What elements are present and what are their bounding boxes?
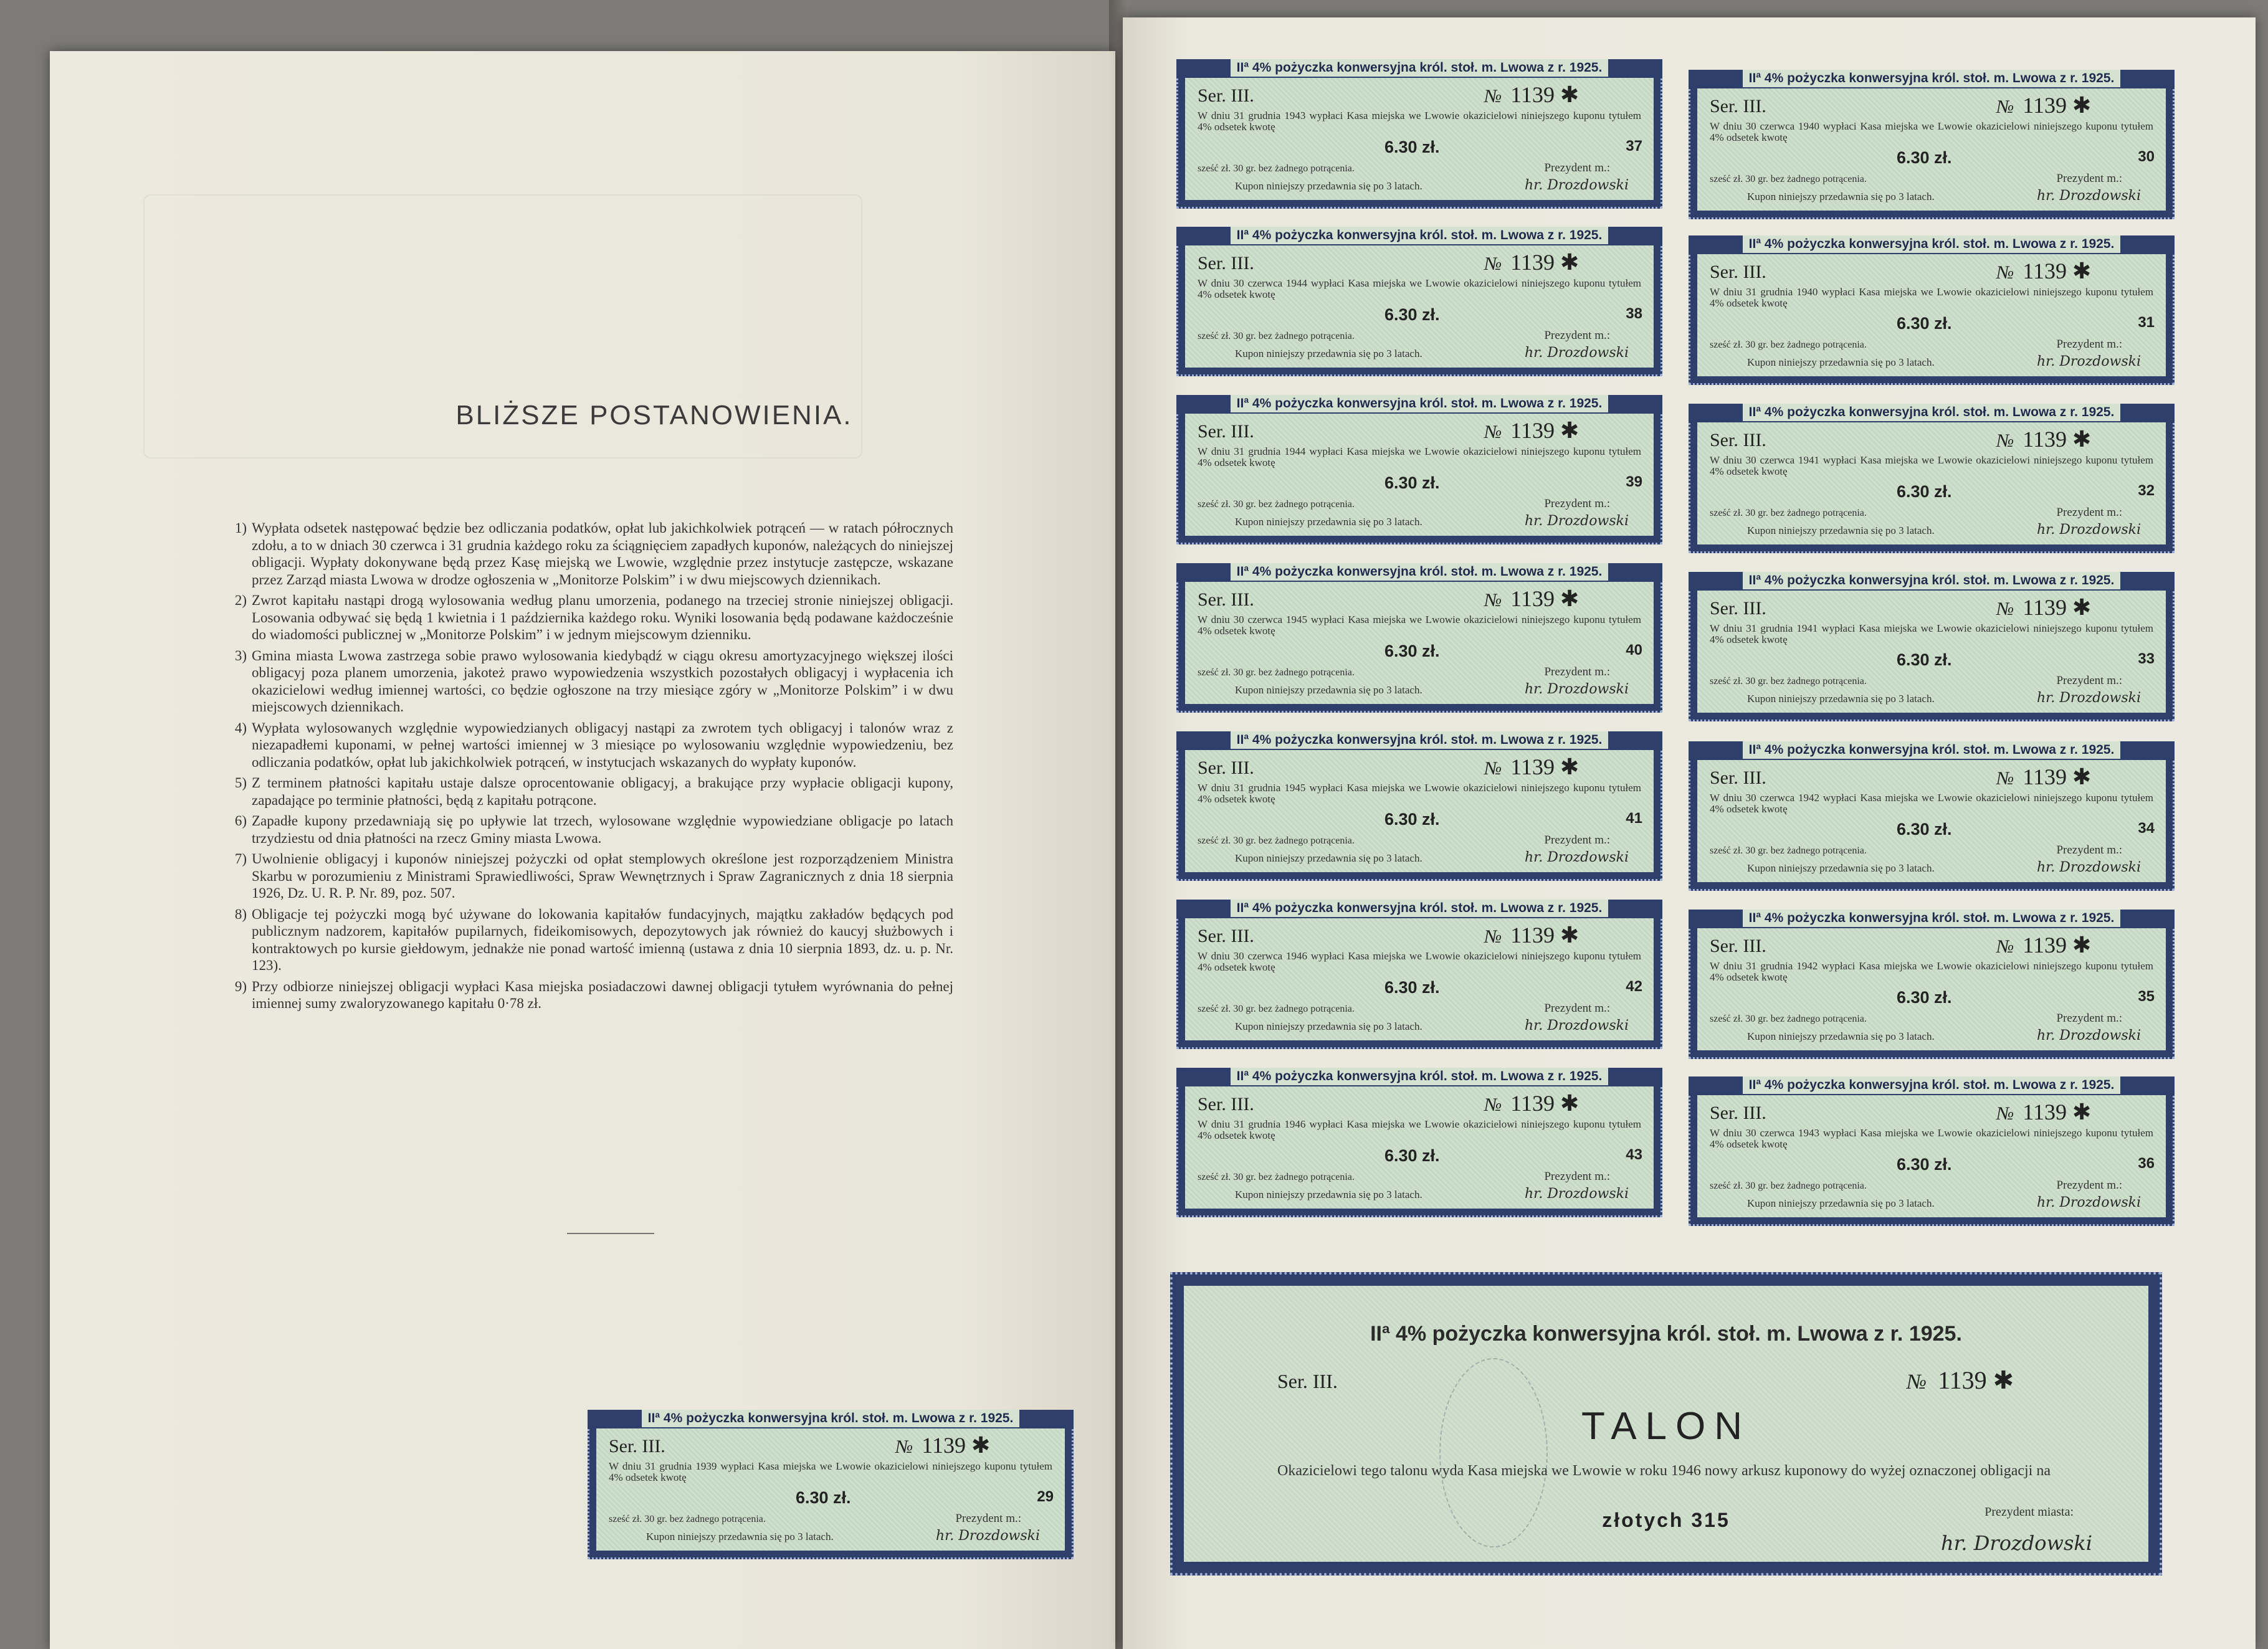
talon-heading: TALON (1581, 1405, 1751, 1448)
coupon-text: W dniu 30 czerwca 1941 wypłaci Kasa miejska we Lwowie okazicielowi niniejszego kuponu tytułem 4% odsetek kwotę (1710, 454, 2153, 477)
divider (567, 1233, 654, 1234)
coupon-president-label: Prezydent m.: (2056, 1012, 2122, 1025)
number-sign: № (1484, 1095, 1502, 1115)
coupon-number-value: 1139 ✱ (1510, 586, 1580, 611)
coupon-number (1484, 417, 1579, 444)
number-sign: № (1996, 936, 2014, 957)
coupon-series: Ser. III. (1198, 758, 1254, 778)
coupon-header-text: IIª 4% pożyczka konwersyjna król. stoł. m. Lwowa z r. 1925. (1231, 1068, 1609, 1085)
coupon-number (1996, 932, 2091, 958)
talon-president-label: Prezydent miasta: (1984, 1505, 2074, 1519)
coupon-signature: hr. Drozdowski (1524, 1186, 1629, 1202)
coupon-text: W dniu 31 grudnia 1941 wypłaci Kasa miejska we Lwowie okazicielowi niniejszego kuponu tytułem 4% odsetek kwotę (1710, 622, 2153, 645)
coupon-header-text: IIª 4% pożyczka konwersyjna król. stoł. m. Lwowa z r. 1925. (1743, 235, 2121, 253)
coupon-expiry: Kupon niniejszy przedawnia się po 3 latach. (1235, 852, 1422, 864)
coupon-index: 40 (1626, 642, 1642, 658)
coupon-expiry: Kupon niniejszy przedawnia się po 3 latach. (646, 1531, 834, 1542)
coupon-text: W dniu 31 grudnia 1943 wypłaci Kasa miejska we Lwowie okazicielowi niniejszego kuponu tytułem 4% odsetek kwotę (1198, 110, 1641, 133)
coupon-index: 30 (2138, 148, 2155, 165)
term-number: 9) (234, 978, 247, 994)
coupon-header (1689, 741, 2175, 760)
coupon-number (1996, 258, 2091, 284)
coupon-series: Ser. III. (1710, 1103, 1766, 1123)
coupon-signature: hr. Drozdowski (1524, 178, 1629, 193)
number-sign: № (1996, 1103, 2014, 1124)
term-item (218, 850, 953, 902)
coupon (1176, 1068, 1662, 1217)
coupon (1689, 235, 2175, 385)
coupon-amount: 6.30 zł. (1384, 473, 1440, 492)
coupon-amount-words: sześć zł. 30 gr. bez żadnego potrącenia. (1198, 1004, 1355, 1014)
coupon-index: 35 (2138, 988, 2155, 1005)
coupon-amount-words: sześć zł. 30 gr. bez żadnego potrącenia. (1710, 1181, 1867, 1191)
coupon-amount-words: sześć zł. 30 gr. bez żadnego potrącenia. (609, 1514, 766, 1524)
coupon-number-value: 1139 ✱ (1510, 754, 1580, 779)
coupon-number (895, 1432, 990, 1458)
talon-number (1907, 1366, 2014, 1395)
term-text: Zapadłe kupony przedawniają się po upływie lat trzech, wylosowane względnie wypowiedziane obligacje po latach trzydziestu od dnia płatności na rzecz Gminy miasta Lwowa. (252, 813, 953, 846)
coupon-amount: 6.30 zł. (1384, 138, 1440, 156)
coupon-expiry: Kupon niniejszy przedawnia się po 3 latach. (1235, 180, 1422, 192)
coupon-president-label: Prezydent m.: (1544, 665, 1610, 678)
coupon-header-text: IIª 4% pożyczka konwersyjna król. stoł. m. Lwowa z r. 1925. (1743, 572, 2121, 589)
coupon-president-label: Prezydent m.: (1544, 1170, 1610, 1183)
coupon-index: 33 (2138, 650, 2155, 667)
coupon-number (1484, 586, 1579, 612)
coupon-header-text: IIª 4% pożyczka konwersyjna król. stoł. m. Lwowa z r. 1925. (1231, 563, 1609, 581)
coupon-text: W dniu 30 czerwca 1944 wypłaci Kasa miejska we Lwowie okazicielowi niniejszego kuponu tytułem 4% odsetek kwotę (1198, 277, 1641, 300)
coupon-number (1484, 249, 1579, 275)
coupon-expiry: Kupon niniejszy przedawnia się po 3 latach. (1235, 684, 1422, 696)
coupon-series: Ser. III. (1198, 589, 1254, 610)
coupon-president-label: Prezydent m.: (2056, 844, 2122, 857)
term-number: 4) (234, 720, 247, 736)
coupon-series: Ser. III. (1198, 253, 1254, 273)
talon-text: Okazicielowi tego talonu wyda Kasa miejska we Lwowie w roku 1946 nowy arkusz kuponowy do wyżej oznaczonej obligacji na (1277, 1463, 2051, 1479)
coupon-header (1689, 235, 2175, 254)
coupon (1689, 70, 2175, 219)
coupon-header-text: IIª 4% pożyczka konwersyjna król. stoł. m. Lwowa z r. 1925. (1231, 227, 1609, 244)
coupon-index: 39 (1626, 473, 1642, 490)
coupon-header-text: IIª 4% pożyczka konwersyjna król. stoł. m. Lwowa z r. 1925. (1743, 910, 2121, 927)
coupon-amount-words: sześć zł. 30 gr. bez żadnego potrącenia. (1710, 174, 1867, 184)
number-sign: № (1907, 1371, 1927, 1394)
term-text: Przy odbiorze niniejszej obligacji wypłaci Kasa miejska posiadaczowi dawnej obligacji tytułem wyrównania do pełnej imiennej sumy zwaloryzowanego kapitału 0·78 zł. (252, 978, 953, 1011)
number-sign: № (895, 1437, 913, 1457)
coupon-header-text: IIª 4% pożyczka konwersyjna król. stoł. m. Lwowa z r. 1925. (1743, 404, 2121, 421)
coupon-series: Ser. III. (1710, 262, 1766, 282)
coupon-signature: hr. Drozdowski (2036, 1028, 2141, 1043)
coupon-number (1996, 426, 2091, 452)
coupon-number (1484, 922, 1579, 948)
coupon-header (1689, 1076, 2175, 1095)
coupon-header (1176, 395, 1662, 414)
coupon-president-label: Prezydent m.: (2056, 674, 2122, 687)
coupon-amount-words: sześć zł. 30 gr. bez żadnego potrącenia. (1710, 340, 1867, 350)
coupon-signature: hr. Drozdowski (2036, 354, 2141, 369)
coupon-header (1689, 910, 2175, 928)
term-item (218, 812, 953, 847)
number-sign: № (1484, 926, 1502, 947)
coupon-signature: hr. Drozdowski (1524, 1018, 1629, 1034)
coupon-amount: 6.30 zł. (1384, 1146, 1440, 1165)
coupon-amount-words: sześć zł. 30 gr. bez żadnego potrącenia. (1198, 1172, 1355, 1182)
term-item (218, 774, 953, 809)
coupon-index: 37 (1626, 138, 1642, 154)
coupon-president-label: Prezydent m.: (2056, 506, 2122, 519)
coupon-number-value: 1139 ✱ (1510, 1091, 1580, 1116)
coupon (588, 1410, 1074, 1559)
coupon-amount: 6.30 zł. (1897, 148, 1952, 167)
coupon-expiry: Kupon niniejszy przedawnia się po 3 latach. (1235, 1189, 1422, 1200)
coupon-number (1484, 82, 1579, 108)
terms-list (218, 520, 953, 1016)
coupon-index: 43 (1626, 1146, 1642, 1163)
coupon-text: W dniu 31 grudnia 1944 wypłaci Kasa miejska we Lwowie okazicielowi niniejszego kuponu tytułem 4% odsetek kwotę (1198, 445, 1641, 468)
coupon-expiry: Kupon niniejszy przedawnia się po 3 latach. (1747, 525, 1935, 536)
coupon-number (1996, 764, 2091, 790)
section-title: BLIŻSZE POSTANOWIENIA. (455, 400, 853, 430)
coupon-number (1996, 92, 2091, 118)
term-item (218, 906, 953, 974)
coupon (1176, 563, 1662, 713)
coupon-amount: 6.30 zł. (1384, 810, 1440, 829)
coupon-expiry: Kupon niniejszy przedawnia się po 3 latach. (1747, 862, 1935, 874)
coupon-text: W dniu 31 grudnia 1946 wypłaci Kasa miejska we Lwowie okazicielowi niniejszego kuponu tytułem 4% odsetek kwotę (1198, 1118, 1641, 1141)
coupon-text: W dniu 30 czerwca 1945 wypłaci Kasa miejska we Lwowie okazicielowi niniejszego kuponu tytułem 4% odsetek kwotę (1198, 614, 1641, 637)
coupon-series: Ser. III. (1710, 767, 1766, 788)
coupon-header (588, 1410, 1074, 1428)
coupon-president-label: Prezydent m.: (1544, 497, 1610, 510)
coupon-amount: 6.30 zł. (1897, 1155, 1952, 1174)
talon-title: IIª 4% pożyczka konwersyjna król. stoł. m. Lwowa z r. 1925. (1370, 1322, 1962, 1346)
coupon-president-label: Prezydent m.: (1544, 1002, 1610, 1015)
term-number: 3) (234, 647, 247, 663)
coupon-series: Ser. III. (1710, 96, 1766, 116)
coupon (1689, 741, 2175, 891)
coupon-expiry: Kupon niniejszy przedawnia się po 3 latach. (1747, 1197, 1935, 1209)
coupon-header-text: IIª 4% pożyczka konwersyjna król. stoł. m. Lwowa z r. 1925. (1231, 59, 1609, 77)
coupon-index: 42 (1626, 978, 1642, 995)
coupon-index: 32 (2138, 482, 2155, 499)
coupon (1689, 404, 2175, 553)
coupon-amount-words: sześć zł. 30 gr. bez żadnego potrącenia. (1710, 508, 1867, 518)
coupon-signature: hr. Drozdowski (2036, 522, 2141, 538)
coupon-header (1689, 404, 2175, 422)
coupon-president-label: Prezydent m.: (955, 1512, 1021, 1525)
coupon-expiry: Kupon niniejszy przedawnia się po 3 latach. (1747, 356, 1935, 368)
coupon-amount: 6.30 zł. (796, 1488, 851, 1507)
term-text: Zwrot kapitału nastąpi drogą wylosowania według planu umorzenia, podanego na trzeciej stronie niniejszej obligacji. Losowania odbywać się będą 1 kwietnia i 1 października każdego roku. Wyniki losowania będą podawane każdocześnie do wiadomości publicznej w „Monitorze Polskim” i w jednym miejscowym dzienniku. (252, 592, 953, 642)
number-sign: № (1996, 97, 2014, 117)
coupon (1176, 227, 1662, 376)
coupon-amount: 6.30 zł. (1897, 650, 1952, 669)
coupon-index: 34 (2138, 820, 2155, 837)
coupon-header (1176, 59, 1662, 78)
coupon (1176, 59, 1662, 209)
coupon-number-value: 1139 ✱ (1510, 923, 1580, 948)
number-sign: № (1484, 758, 1502, 779)
coupon-signature: hr. Drozdowski (1524, 850, 1629, 865)
coupon-amount-words: sześć zł. 30 gr. bez żadnego potrącenia. (1710, 1014, 1867, 1024)
coupon-amount-words: sześć zł. 30 gr. bez żadnego potrącenia. (1198, 667, 1355, 678)
coupon-amount: 6.30 zł. (1897, 988, 1952, 1007)
coupon-number-value: 1139 ✱ (2023, 764, 2092, 789)
coupon-series: Ser. III. (1710, 430, 1766, 450)
number-sign: № (1996, 262, 2014, 283)
coupon-text: W dniu 31 grudnia 1942 wypłaci Kasa miejska we Lwowie okazicielowi niniejszego kuponu tytułem 4% odsetek kwotę (1710, 960, 2153, 983)
coupon-header (1176, 900, 1662, 918)
coupon-signature: hr. Drozdowski (2036, 690, 2141, 706)
coupon-number-value: 1139 ✱ (1510, 82, 1580, 107)
coupon-expiry: Kupon niniejszy przedawnia się po 3 latach. (1747, 693, 1935, 705)
coupon-number-value: 1139 ✱ (1510, 418, 1580, 443)
coupon-header (1176, 227, 1662, 245)
coupon-text: W dniu 30 czerwca 1946 wypłaci Kasa miejska we Lwowie okazicielowi niniejszego kuponu tytułem 4% odsetek kwotę (1198, 950, 1641, 973)
coupon-number-value: 1139 ✱ (2023, 595, 2092, 620)
coupon-amount-words: sześć zł. 30 gr. bez żadnego potrącenia. (1198, 163, 1355, 174)
number-sign: № (1484, 590, 1502, 611)
coupon-expiry: Kupon niniejszy przedawnia się po 3 latach. (1235, 348, 1422, 359)
coupon-signature: hr. Drozdowski (2036, 188, 2141, 204)
coupon-series: Ser. III. (1198, 421, 1254, 442)
coupon-number (1484, 754, 1579, 780)
number-sign: № (1484, 422, 1502, 442)
coupon-header (1176, 563, 1662, 582)
coupon-header-text: IIª 4% pożyczka konwersyjna król. stoł. m. Lwowa z r. 1925. (642, 1410, 1020, 1427)
talon-number-value: 1139 ✱ (1938, 1366, 2014, 1394)
term-item (218, 647, 953, 716)
number-sign: № (1996, 768, 2014, 789)
coupon-amount: 6.30 zł. (1897, 482, 1952, 501)
coupon-signature: hr. Drozdowski (935, 1528, 1040, 1544)
coupon-number-value: 1139 ✱ (2023, 1100, 2092, 1124)
coupon-number-value: 1139 ✱ (922, 1433, 991, 1458)
coupon-series: Ser. III. (1710, 936, 1766, 956)
talon-amount: złotych 315 (1602, 1509, 1730, 1531)
coupon-text: W dniu 31 grudnia 1939 wypłaci Kasa miejska we Lwowie okazicielowi niniejszego kuponu tytułem 4% odsetek kwotę (609, 1460, 1052, 1483)
term-text: Wypłata wylosowanych względnie wypowiedzianych obligacyj nastąpi za zwrotem tych obligacyj i talonów wraz z niezapadłemi kuponami, w pełnej wartości imiennej w 3 miesiące po wylosowaniu względnie wypowiedzeniu, bez odliczania podatków, opłat lub jakichkolwiek potrąceń, w instytucjach wskazanych do wypłaty kuponów. (252, 720, 953, 770)
term-number: 2) (234, 592, 247, 608)
coupon (1689, 1076, 2175, 1226)
number-sign: № (1996, 599, 2014, 619)
coupon-header (1689, 572, 2175, 591)
term-item (218, 592, 953, 644)
coupon-signature: hr. Drozdowski (1524, 345, 1629, 361)
coupon-number-value: 1139 ✱ (2023, 427, 2092, 452)
coupon-index: 29 (1037, 1488, 1054, 1505)
coupon-amount-words: sześć zł. 30 gr. bez żadnego potrącenia. (1198, 499, 1355, 510)
number-sign: № (1484, 254, 1502, 274)
term-text: Gmina miasta Lwowa zastrzega sobie prawo wylosowania kiedybądź w ciągu okresu amortyzacyjnego większej ilości obligacyj poza planem umorzenia, jakoteż prawo wypowiedzenia wszystkich pozostałych obligacyj i wypłacenia ich okazicielowi według imiennej wartości, co będzie ogłoszone na trzy miesiące zgóry w „Monitorze Polskim” i w dwu miejscowych dziennikach. (252, 647, 953, 715)
term-item (218, 520, 953, 588)
coupon-number (1996, 1099, 2091, 1125)
coupon-text: W dniu 31 grudnia 1940 wypłaci Kasa miejska we Lwowie okazicielowi niniejszego kuponu tytułem 4% odsetek kwotę (1710, 286, 2153, 309)
coupon-text: W dniu 31 grudnia 1945 wypłaci Kasa miejska we Lwowie okazicielowi niniejszego kuponu tytułem 4% odsetek kwotę (1198, 782, 1641, 805)
term-number: 8) (234, 906, 247, 922)
coupon-number-value: 1139 ✱ (2023, 259, 2092, 283)
coupon-amount-words: sześć zł. 30 gr. bez żadnego potrącenia. (1198, 835, 1355, 846)
term-text: Z terminem płatności kapitału ustaje dalsze oprocentowanie obligacyj, a brakujące przy wypłacie obligacji kupony, zapadające po terminie płatności, będą z kapitału potrącone. (252, 775, 953, 808)
coupon-expiry: Kupon niniejszy przedawnia się po 3 latach. (1747, 1030, 1935, 1042)
coupon-president-label: Prezydent m.: (2056, 172, 2122, 185)
number-sign: № (1996, 430, 2014, 451)
coupon-index: 41 (1626, 810, 1642, 827)
talon (1170, 1272, 2162, 1575)
coupon-number-value: 1139 ✱ (1510, 250, 1580, 275)
coupon-signature: hr. Drozdowski (2036, 1195, 2141, 1210)
coupon-index: 36 (2138, 1155, 2155, 1172)
coupon-header (1689, 70, 2175, 88)
coupon-president-label: Prezydent m.: (1544, 329, 1610, 342)
coupon-number (1484, 1090, 1579, 1116)
coupon-amount-words: sześć zł. 30 gr. bez żadnego potrącenia. (1710, 845, 1867, 856)
coupon-number-value: 1139 ✱ (2023, 933, 2092, 958)
coupon-text: W dniu 30 czerwca 1942 wypłaci Kasa miejska we Lwowie okazicielowi niniejszego kuponu tytułem 4% odsetek kwotę (1710, 792, 2153, 815)
talon-signature: hr. Drozdowski (1941, 1531, 2092, 1555)
coupon-expiry: Kupon niniejszy przedawnia się po 3 latach. (1747, 191, 1935, 202)
term-text: Wypłata odsetek następować będzie bez odliczania podatków, opłat lub jakichkolwiek potrąceń — w ratach półrocznych zdołu, a to w dniach 30 czerwca i 31 grudnia każdego roku za ściągnięciem zapadłych kuponów, należących do niniejszej obligacji. Wypłaty dokonywane będą przez Kasę miejską we Lwowie, względnie przez instytucje zastępcze, wskazane przez Zarząd miasta Lwowa w drodze ogłoszenia w „Monitorze Polskim” i w dwu miejscowych dziennikach. (252, 520, 953, 587)
coupon-series: Ser. III. (1710, 598, 1766, 619)
coupon-amount-words: sześć zł. 30 gr. bez żadnego potrącenia. (1710, 676, 1867, 687)
term-text: Obligacje tej pożyczki mogą być używane do lokowania kapitałów fundacyjnych, majątku zakładów będących pod publicznym nadzorem, kapitałów pupilarnych, fideikomisowych, depozytowych jak również do kaucyj służbowych i kontraktowych po kursie giełdowym, jednakże nie ponad wartość imienną (ustawa z dnia 10 sierpnia 1893, dz. u. p. Nr. 123). (252, 906, 953, 973)
coupon-index: 38 (1626, 305, 1642, 322)
coupon-header (1176, 1068, 1662, 1086)
coupon-amount: 6.30 zł. (1384, 305, 1440, 324)
term-number: 1) (234, 520, 247, 536)
coupon-signature: hr. Drozdowski (1524, 682, 1629, 697)
coupon-signature: hr. Drozdowski (1524, 513, 1629, 529)
term-number: 6) (234, 813, 247, 829)
coupon-header-text: IIª 4% pożyczka konwersyjna król. stoł. m. Lwowa z r. 1925. (1743, 741, 2121, 759)
term-text: Uwolnienie obligacyj i kuponów niniejszej pożyczki od opłat stemplowych określone jest rozporządzeniem Ministra Skarbu w porozumieniu z Ministrami Sprawiedliwości, Spraw Wewnętrznych i Spraw Zagranicznych z dnia 18 sierpnia 1926, Dz. U. R. P. Nr. 89, poz. 507. (252, 851, 953, 901)
coupon-president-label: Prezydent m.: (1544, 161, 1610, 174)
coupon-president-label: Prezydent m.: (2056, 338, 2122, 351)
coupon-header-text: IIª 4% pożyczka konwersyjna król. stoł. m. Lwowa z r. 1925. (1743, 70, 2121, 87)
coupon-series: Ser. III. (1198, 926, 1254, 946)
term-number: 7) (234, 851, 247, 867)
coupon-amount-words: sześć zł. 30 gr. bez żadnego potrącenia. (1198, 331, 1355, 341)
term-item (218, 720, 953, 771)
coupon-amount: 6.30 zł. (1384, 978, 1440, 997)
coupon-expiry: Kupon niniejszy przedawnia się po 3 latach. (1235, 1020, 1422, 1032)
term-item (218, 978, 953, 1012)
coupon-expiry: Kupon niniejszy przedawnia się po 3 latach. (1235, 516, 1422, 528)
coupon-series: Ser. III. (609, 1436, 665, 1457)
coupon-president-label: Prezydent m.: (1544, 834, 1610, 847)
coupon-header (1176, 731, 1662, 750)
coupon-number-value: 1139 ✱ (2023, 93, 2092, 118)
coupon (1176, 731, 1662, 881)
coupon (1176, 395, 1662, 544)
coupon-amount: 6.30 zł. (1897, 314, 1952, 333)
coupon-president-label: Prezydent m.: (2056, 1179, 2122, 1192)
coupon-header-text: IIª 4% pożyczka konwersyjna król. stoł. m. Lwowa z r. 1925. (1743, 1076, 2121, 1094)
coupon-amount: 6.30 zł. (1384, 642, 1440, 660)
term-number: 5) (234, 775, 247, 791)
coupon-header-text: IIª 4% pożyczka konwersyjna król. stoł. m. Lwowa z r. 1925. (1231, 395, 1609, 412)
coupon-header-text: IIª 4% pożyczka konwersyjna król. stoł. m. Lwowa z r. 1925. (1231, 900, 1609, 917)
coupon-index: 31 (2138, 314, 2155, 331)
coupon (1689, 572, 2175, 721)
coupon-text: W dniu 30 czerwca 1943 wypłaci Kasa miejska we Lwowie okazicielowi niniejszego kuponu tytułem 4% odsetek kwotę (1710, 1127, 2153, 1150)
coupon-header-text: IIª 4% pożyczka konwersyjna król. stoł. m. Lwowa z r. 1925. (1231, 731, 1609, 749)
coupon-text: W dniu 30 czerwca 1940 wypłaci Kasa miejska we Lwowie okazicielowi niniejszego kuponu tytułem 4% odsetek kwotę (1710, 120, 2153, 143)
coupon-signature: hr. Drozdowski (2036, 860, 2141, 875)
number-sign: № (1484, 86, 1502, 107)
coupon-series: Ser. III. (1198, 85, 1254, 106)
coupon (1176, 900, 1662, 1049)
coupon (1689, 910, 2175, 1059)
talon-series: Ser. III. (1277, 1370, 1338, 1392)
coupon-series: Ser. III. (1198, 1094, 1254, 1114)
coupon-number (1996, 594, 2091, 620)
coupon-amount: 6.30 zł. (1897, 820, 1952, 839)
